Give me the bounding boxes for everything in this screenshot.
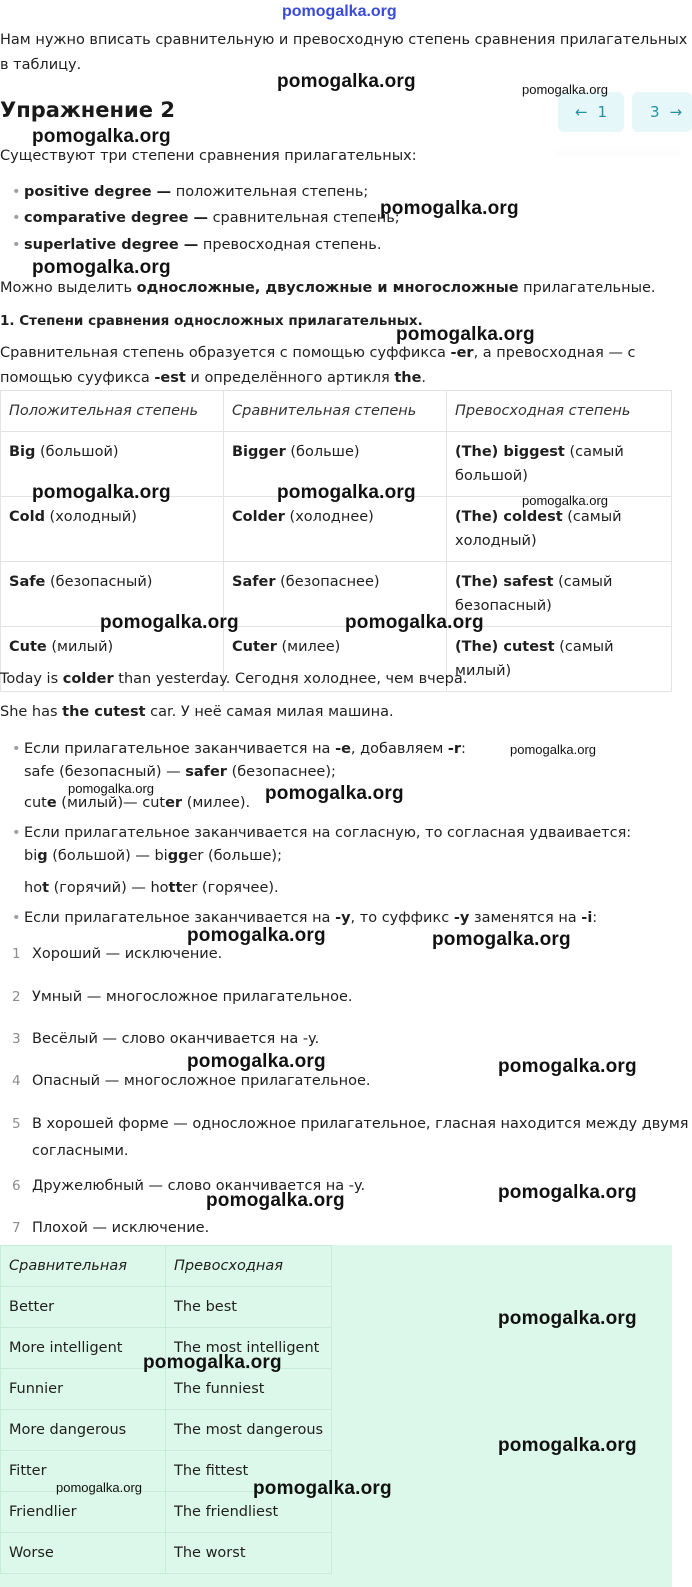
degree-item: • comparative degree — сравнительная степень; <box>24 206 400 230</box>
rule-item: • Если прилагательное заканчивается на согласную, то согласная удваивается: <box>24 821 631 845</box>
table-cell: Safer (безопаснее) <box>224 562 447 627</box>
exercise-title: Упражнение 2 <box>0 98 175 122</box>
degree-item: • superlative degree — превосходная степень. <box>24 233 381 257</box>
watermark: pomogalka.org <box>187 925 326 946</box>
rule-example: safe (безопасный) — safer (безопаснее); <box>24 764 336 780</box>
list-item-cont: согласными. <box>32 1143 129 1159</box>
table-cell: (The) coldest (самый холодный) <box>447 497 672 562</box>
list-item: Умный — многосложное прилагательное. <box>32 989 353 1005</box>
watermark: pomogalka.org <box>522 82 608 97</box>
rule-example: cute (милый)— cuter (милее). <box>24 795 251 811</box>
list-item: Весёлый — слово оканчивается на -y. <box>32 1031 320 1047</box>
formation-line-2: помощью сууфикса -est и определённого артикля the. <box>0 370 427 386</box>
degree-item: • positive degree — положительная степень; <box>24 180 368 204</box>
answer-cell: More intelligent <box>1 1328 166 1369</box>
watermark: pomogalka.org <box>345 612 484 633</box>
list-number: 6 <box>12 1178 21 1194</box>
watermark-top: pomogalka.org <box>282 3 397 20</box>
rule-example: big (большой) — bigger (больше); <box>24 848 282 864</box>
syllables-text: Можно выделить односложные, двусложные и многосложные прилагательные. <box>0 280 656 296</box>
section-heading: 1. Степени сравнения односложных прилагательных. <box>0 313 423 329</box>
list-item: В хорошей форме — односложное прилагательное, гласная находится между двумя <box>32 1116 689 1132</box>
watermark: pomogalka.org <box>498 1182 637 1203</box>
watermark: pomogalka.org <box>277 482 416 503</box>
arrow-left-icon: ← <box>574 103 588 121</box>
watermark: pomogalka.org <box>522 493 608 508</box>
table-header-cell: Положительная степень <box>1 391 224 432</box>
list-number: 4 <box>12 1073 21 1089</box>
answer-header-row <box>1 1246 332 1287</box>
next-exercise-button[interactable] <box>632 92 692 132</box>
watermark: pomogalka.org <box>498 1056 637 1077</box>
formation-line-1: Сравнительная степень образуется с помощью суффикса -er, а превосходная — с <box>0 345 636 361</box>
table-cell: Big (большой) <box>1 432 224 497</box>
watermark: pomogalka.org <box>380 198 519 219</box>
rule-example: hot (горячий) — hotter (горячее). <box>24 880 279 896</box>
list-number: 7 <box>12 1220 21 1236</box>
table-cell: Cuter (милее) <box>224 627 447 692</box>
answer-cell: The most dangerous <box>166 1410 332 1451</box>
intro-text-cont: в таблицу. <box>0 57 82 73</box>
table-cell: Safe (безопасный) <box>1 562 224 627</box>
watermark: pomogalka.org <box>432 929 571 950</box>
nav-shadow <box>555 150 680 151</box>
answer-cell: The funniest <box>166 1369 332 1410</box>
answer-header-cell: Превосходная <box>166 1246 332 1287</box>
arrow-right-icon: → <box>669 103 683 121</box>
table-cell: (The) cutest (самый милый) <box>447 627 672 692</box>
answer-cell: The worst <box>166 1533 332 1574</box>
watermark: pomogalka.org <box>498 1308 637 1329</box>
watermark: pomogalka.org <box>32 257 171 278</box>
watermark: pomogalka.org <box>396 324 535 345</box>
answer-cell: More dangerous <box>1 1410 166 1451</box>
table-cell: (The) safest (самый безопасный) <box>447 562 672 627</box>
table-header-cell: Сравнительная степень <box>224 391 447 432</box>
answer-cell: The best <box>166 1287 332 1328</box>
watermark: pomogalka.org <box>32 126 171 147</box>
watermark: pomogalka.org <box>498 1435 637 1456</box>
list-number: 3 <box>12 1031 21 1047</box>
answer-cell: Friendlier <box>1 1492 166 1533</box>
table-cell: Bigger (больше) <box>224 432 447 497</box>
next-exercise-label: 3 <box>650 103 660 121</box>
intro-text: Нам нужно вписать сравнительную и превосходную степень сравнения прилагательных <box>0 32 688 48</box>
table-cell: Cold (холодный) <box>1 497 224 562</box>
answer-cell: The friendliest <box>166 1492 332 1533</box>
watermark: pomogalka.org <box>100 612 239 633</box>
answer-header-cell: Сравнительная <box>1 1246 166 1287</box>
table-header-cell: Превосходная степень <box>447 391 672 432</box>
watermark: pomogalka.org <box>187 1051 326 1072</box>
answer-cell: Better <box>1 1287 166 1328</box>
table-cell: Cute (милый) <box>1 627 224 692</box>
table-row <box>1 1410 332 1451</box>
table-cell: Colder (холоднее) <box>224 497 447 562</box>
answer-cell: Funnier <box>1 1369 166 1410</box>
rule-item: • Если прилагательное заканчивается на -e, добавляем -r: <box>24 737 466 761</box>
list-item: Хороший — исключение. <box>32 946 223 962</box>
watermark: pomogalka.org <box>510 742 596 757</box>
watermark: pomogalka.org <box>265 783 404 804</box>
watermark: pomogalka.org <box>56 1480 142 1495</box>
answer-cell: The most intelligent <box>166 1328 332 1369</box>
list-item: Опасный — многосложное прилагательное. <box>32 1073 371 1089</box>
watermark: pomogalka.org <box>277 71 416 92</box>
answer-table <box>0 1245 332 1574</box>
watermark: pomogalka.org <box>68 781 154 796</box>
table-row <box>1 1533 332 1574</box>
list-item: Дружелюбный — слово оканчивается на -y. <box>32 1178 366 1194</box>
table-cell: (The) biggest (самый большой) <box>447 432 672 497</box>
three-degrees-text: Существуют три степени сравнения прилагательных: <box>0 148 417 164</box>
watermark: pomogalka.org <box>143 1352 282 1373</box>
rule-item: • Если прилагательное заканчивается на -y, то суффикс -y заменятся на -i: <box>24 906 597 930</box>
answer-cell: Worse <box>1 1533 166 1574</box>
list-item: Плохой — исключение. <box>32 1220 210 1236</box>
list-number: 5 <box>12 1116 21 1132</box>
table-header-row <box>1 391 672 432</box>
answer-cell: Fitter <box>1 1451 166 1492</box>
example-sentence: Today is colder than yesterday. Сегодня холоднее, чем вчера. <box>0 671 468 687</box>
list-number: 2 <box>12 989 21 1005</box>
watermark: pomogalka.org <box>253 1478 392 1499</box>
watermark: pomogalka.org <box>206 1190 345 1211</box>
watermark: pomogalka.org <box>32 482 171 503</box>
answer-cell: The fittest <box>166 1451 332 1492</box>
table-row <box>1 1287 332 1328</box>
degrees-table <box>0 390 672 692</box>
example-sentence: She has the cutest car. У неё самая милая машина. <box>0 704 394 720</box>
prev-exercise-label: 1 <box>597 103 608 121</box>
list-number: 1 <box>12 946 21 962</box>
